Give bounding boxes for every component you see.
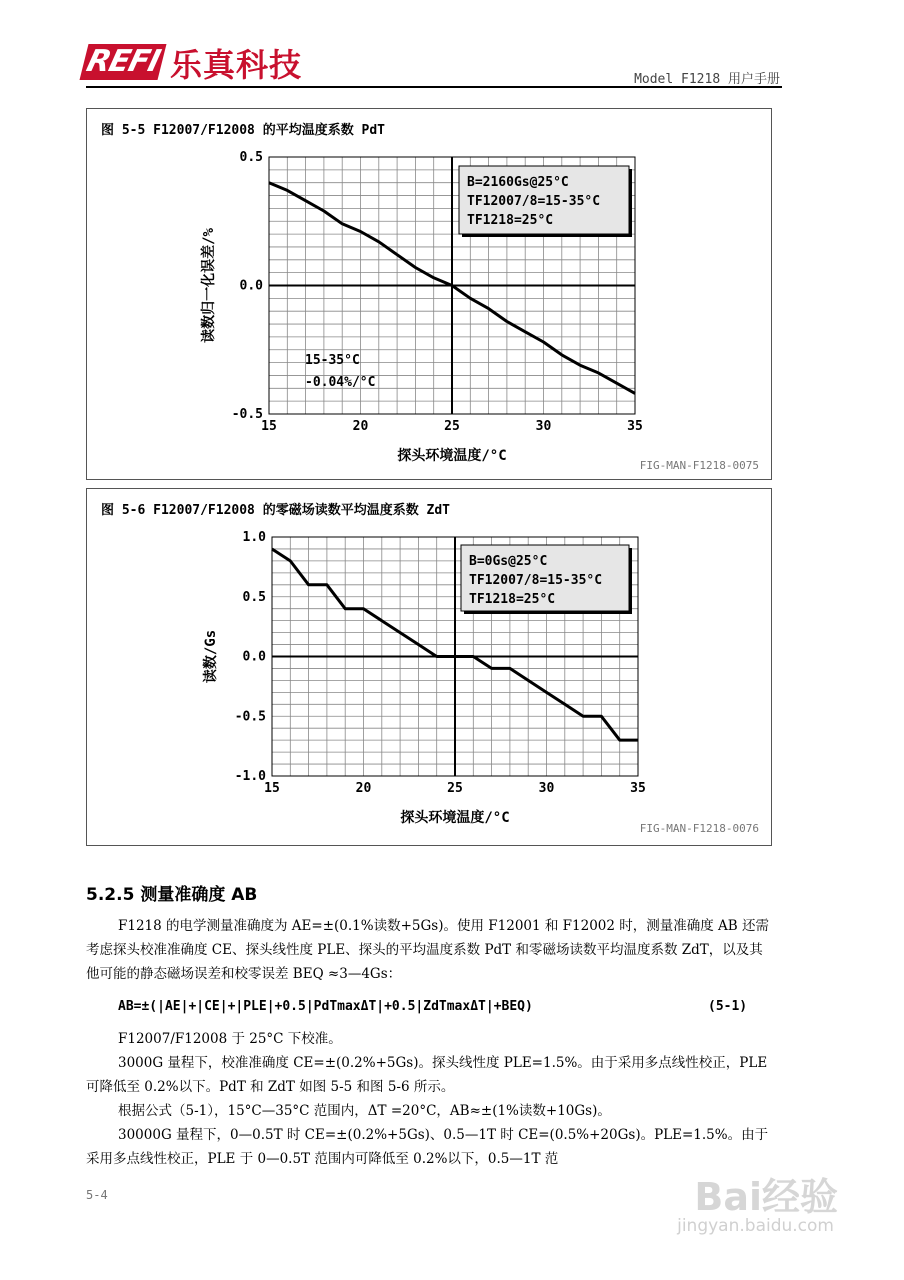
figure-id: FIG-MAN-F1218-0075 [639, 459, 759, 472]
x-tick-label: 30 [535, 419, 552, 434]
y-tick-label: 0.0 [242, 649, 266, 665]
paragraph-3000g: 3000G 量程下，校准准确度 CE=±(0.2%+5Gs)。探头线性度 PLE=1.5%。由于采用多点线性校正，PLE 可降低至 0.2%以下。PdT 和 ZdT 如图 5-5 和图 5-6 所示。 [86, 1055, 768, 1095]
formula: AB=±(|AE|+|CE|+|PLE|+0.5|PdTmaxΔT|+0.5|ZdTmaxΔT|+BEQ) [118, 999, 533, 1014]
legend-line: B=0Gs@25°C [469, 554, 548, 569]
paragraph-intro: F1218 的电学测量准确度为 AE=±(0.1%读数+5Gs)。使用 F12001 和 F12002 时，测量准确度 AB 还需考虑探头校准准确度 CE、探头线性度 PLE、探头的平均温度系数 PdT 和零磁场读数平均温度系数 ZdT，以及其他可能的静态磁场误差和校零误差 BEQ ≈3—4Gs： [86, 918, 770, 982]
legend-line: TF12007/8=15-35°C [467, 194, 601, 209]
paragraph-formula-result: 根据公式（5-1），15°C—35°C 范围内，ΔT =20°C，AB≈±(1%读数+10Gs)。 [118, 1103, 611, 1119]
y-axis-label: 读数归一化误差/% [201, 228, 217, 343]
header-model [634, 68, 780, 87]
y-tick-label: 0.5 [242, 589, 266, 605]
figure-5-6 [86, 488, 772, 846]
paragraph-calibration: F12007/F12008 于 25°C 下校准。 [118, 1031, 342, 1047]
x-axis-label: 探头环境温度/°C [400, 810, 510, 826]
y-tick-label: -0.5 [231, 407, 263, 422]
x-tick-label: 15 [264, 781, 280, 796]
legend-line: TF12007/8=15-35°C [469, 573, 603, 588]
x-tick-label: 35 [627, 419, 643, 434]
x-tick-label: 15 [261, 419, 277, 434]
y-tick-label: 0.0 [239, 278, 263, 294]
y-tick-label: -0.5 [234, 709, 266, 725]
company-logo: REFI [80, 44, 167, 80]
x-tick-label: 35 [630, 781, 646, 796]
header-divider [86, 86, 782, 88]
y-tick-label: 1.0 [242, 530, 266, 545]
chart-annotation: 15-35°C [305, 353, 360, 368]
chart-annotation: -0.04%/°C [305, 375, 376, 390]
y-axis-label: 读数/Gs [203, 629, 219, 684]
y-tick-label: 0.5 [239, 150, 263, 165]
section-heading: 5.2.5 测量准确度 AB [86, 885, 258, 905]
legend-line: B=2160Gs@25°C [467, 175, 569, 190]
formula-number: (5-1) [708, 999, 748, 1014]
x-axis-label: 探头环境温度/°C [397, 448, 507, 464]
model-label: Model F1218 [634, 72, 721, 87]
manual-label: 用户手册 [727, 72, 780, 87]
x-tick-label: 25 [447, 781, 463, 796]
figure-id: FIG-MAN-F1218-0076 [639, 822, 759, 835]
company-name: 乐真科技 [170, 46, 303, 84]
paragraph-30000g: 30000G 量程下，0—0.5T 时 CE=±(0.2%+5Gs)、0.5—1T 时 CE=(0.5%+20Gs)。PLE=1.5%。由于采用多点线性校正，PLE 于 0—0.5T 范围内可降低至 0.2%以下，0.5—1T 范 [86, 1127, 769, 1167]
figure-5-5 [86, 108, 772, 480]
figure-title: 图 5-5 F12007/F12008 的平均温度系数 PdT [101, 123, 386, 138]
chart-zdt [87, 489, 771, 845]
y-tick-label: -1.0 [234, 769, 266, 784]
page-number: 5-4 [86, 1188, 108, 1202]
chart-pdt [87, 109, 771, 479]
x-tick-label: 25 [444, 419, 460, 434]
legend-line: TF1218=25°C [469, 592, 556, 607]
x-tick-label: 20 [355, 781, 372, 796]
x-tick-label: 20 [352, 419, 369, 434]
x-tick-label: 30 [538, 781, 555, 796]
watermark-logo: Bai经验 [694, 1175, 838, 1219]
figure-title: 图 5-6 F12007/F12008 的零磁场读数平均温度系数 ZdT [101, 503, 451, 518]
watermark-url: jingyan.baidu.com [677, 1216, 834, 1236]
legend-line: TF1218=25°C [467, 213, 554, 228]
